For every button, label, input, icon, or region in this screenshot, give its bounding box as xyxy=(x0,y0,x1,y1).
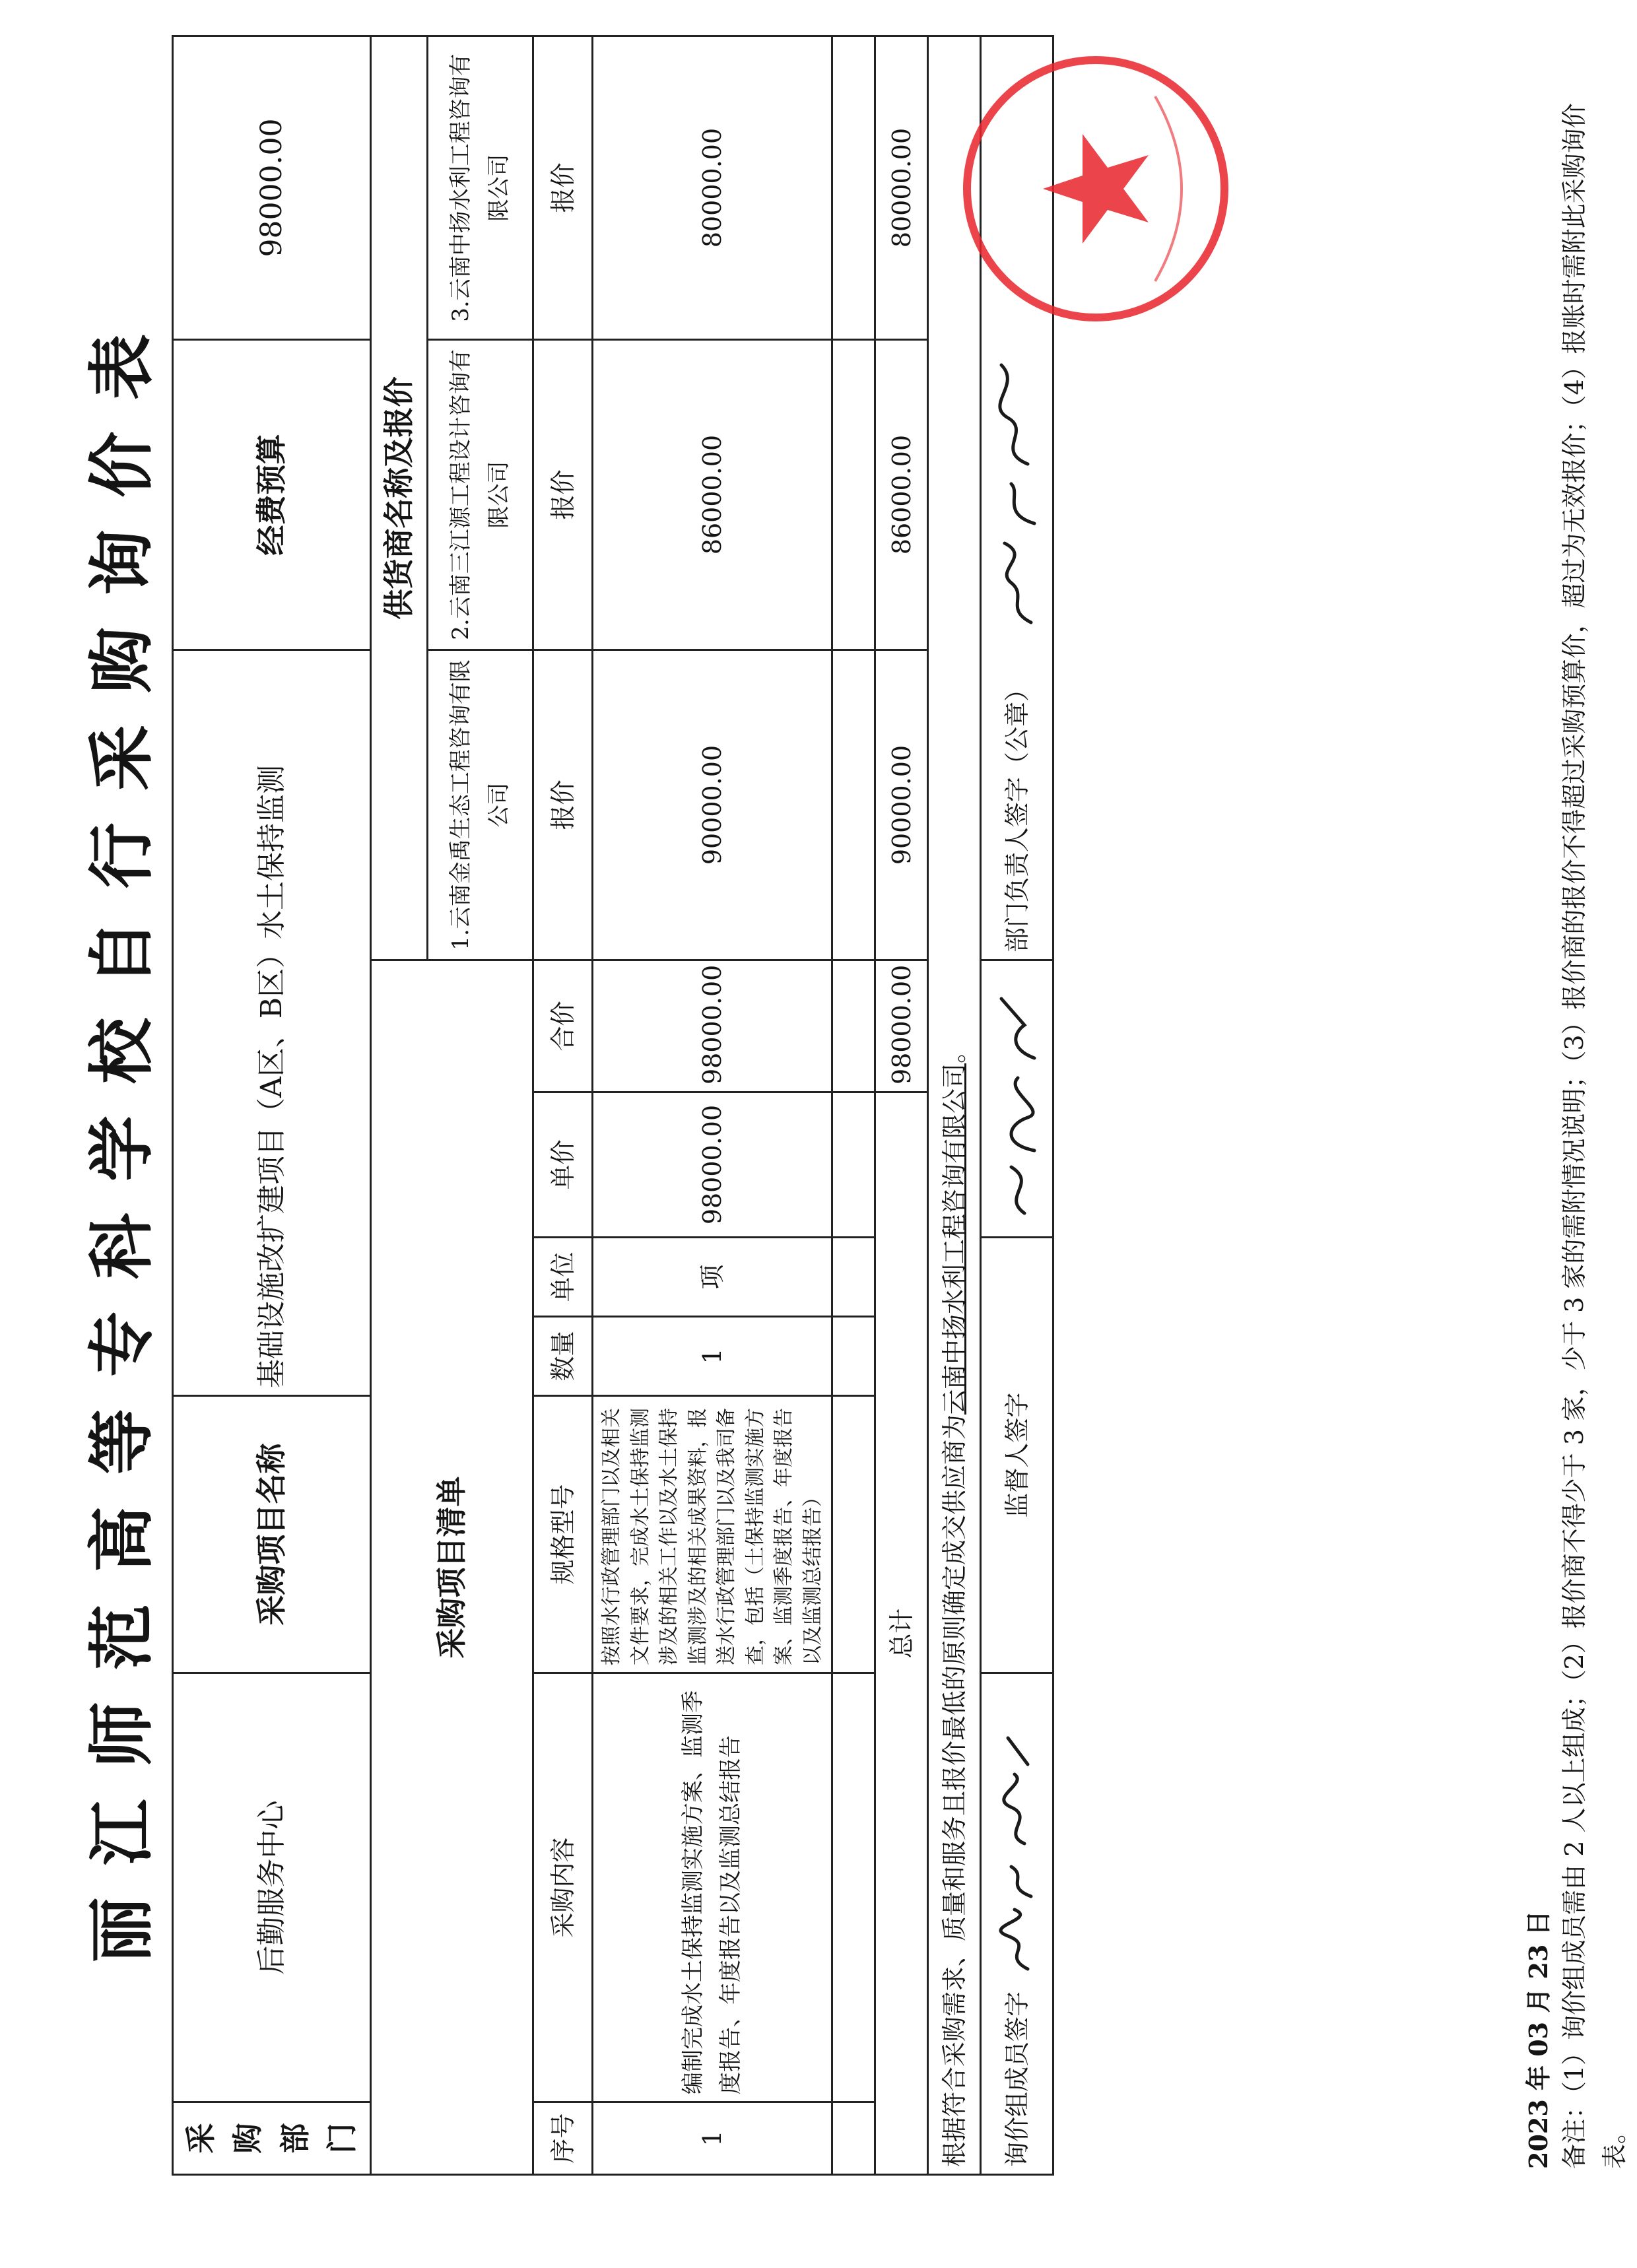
budget-value: 98000.00 xyxy=(173,36,371,340)
project-value: 基础设施改扩建项目（A区、B区）水土保持监测 xyxy=(173,650,371,1396)
date-text: 2023 年 03 月 23 日 xyxy=(1523,1910,1553,2169)
col-quote-1: 报价 xyxy=(533,650,593,960)
item-quote-2: 86000.00 xyxy=(593,340,832,650)
budget-label: 经费预算 xyxy=(173,340,371,650)
suppliers-title: 供货商名称及报价 xyxy=(371,36,428,960)
supervisor-signature-cell xyxy=(981,960,1053,1238)
supervisor-sign-label: 监督人签字 xyxy=(1002,1392,1032,1518)
summary-quote-3: 80000.00 xyxy=(875,36,928,340)
summary-quote-1: 90000.00 xyxy=(875,650,928,960)
document-title: 丽江师范高等专科学校自行采购询价表 xyxy=(83,302,160,1963)
col-total: 合价 xyxy=(533,960,593,1092)
item-seq: 1 xyxy=(593,2102,832,2175)
project-label: 采购项目名称 xyxy=(173,1396,371,1673)
item-content: 编制完成水土保持监测实施方案、监测季度报告、年度报告以及监测总结报告 xyxy=(593,1673,832,2102)
summary-row xyxy=(875,36,928,2175)
dept-head-signature-image xyxy=(985,352,1048,629)
list-title: 采购项目清单 xyxy=(371,960,533,2175)
item-row xyxy=(593,36,832,2175)
item-qty: 1 xyxy=(593,1317,832,1396)
dept-label: 采购部门 xyxy=(173,2102,371,2175)
supervisor-signature-image xyxy=(988,985,1048,1223)
col-seq: 序号 xyxy=(533,2102,593,2175)
col-quote-3: 报价 xyxy=(533,36,593,340)
dept-value: 后勤服务中心 xyxy=(173,1673,371,2102)
col-content: 采购内容 xyxy=(533,1673,593,2102)
item-quote-3: 80000.00 xyxy=(593,36,832,340)
decision-suffix: 。 xyxy=(939,1038,969,1063)
inquiry-sign-cell xyxy=(981,1673,1053,2175)
item-total: 98000.00 xyxy=(593,960,832,1092)
blank-row xyxy=(832,36,875,2175)
summary-label: 总计 xyxy=(875,1092,928,2175)
supervisor-sign-cell xyxy=(981,1238,1053,1673)
summary-total: 98000.00 xyxy=(875,960,928,1092)
inquiry-signature-image xyxy=(988,1725,1048,1976)
item-unit: 项 xyxy=(593,1238,832,1317)
item-quote-1: 90000.00 xyxy=(593,650,832,960)
item-spec: 按照水行政管理部门以及相关文件要求，完成水土保持监测涉及的相关工作以及水土保持监测涉及的相关成果资料，报送水行政管理部门以及我司备查，包括（土保持监测实施方案、监测季度报告、年度报告以及监测总结报告） xyxy=(593,1396,832,1673)
supplier-3-name: 3.云南中扬水利工程咨询有限公司 xyxy=(428,36,533,340)
column-header-row xyxy=(533,36,593,2175)
decision-supplier: 云南中扬水利工程咨询有限公司 xyxy=(939,1063,969,1415)
col-quote-2: 报价 xyxy=(533,340,593,650)
col-unit: 单位 xyxy=(533,1238,593,1317)
section-row xyxy=(371,36,428,2175)
notes-text: 备注：（1）询价组成员需由 2 人以上组成；（2）报价商不得少于 3 家，少于 3 家的需附情况说明；（3）报价商的报价不得超过采购预算价，超过为无效报价；（4）报账时需附此采购询价表。 xyxy=(1560,103,1629,2169)
header-row xyxy=(173,36,371,2175)
col-unit-price: 单价 xyxy=(533,1092,593,1238)
summary-quote-2: 86000.00 xyxy=(875,340,928,650)
col-qty: 数量 xyxy=(533,1317,593,1396)
official-seal-image xyxy=(957,50,1234,327)
dept-head-sign-label: 部门负责人签字（公章） xyxy=(1002,676,1032,952)
inquiry-sign-label: 询价组成员签字 xyxy=(1002,1991,1032,2167)
inquiry-table xyxy=(172,35,1054,2176)
supplier-2-name: 2.云南三江源工程设计咨询有限公司 xyxy=(428,340,533,650)
item-unit-price: 98000.00 xyxy=(593,1092,832,1238)
decision-prefix: 根据符合采购需求、质量和服务且报价最低的原则确定成交供应商为 xyxy=(939,1414,969,2167)
col-spec: 规格型号 xyxy=(533,1396,593,1673)
supplier-1-name: 1.云南金禹生态工程咨询有限公司 xyxy=(428,650,533,960)
decision-text xyxy=(928,36,981,2175)
decision-row xyxy=(928,36,981,2175)
signature-row xyxy=(981,36,1053,2175)
